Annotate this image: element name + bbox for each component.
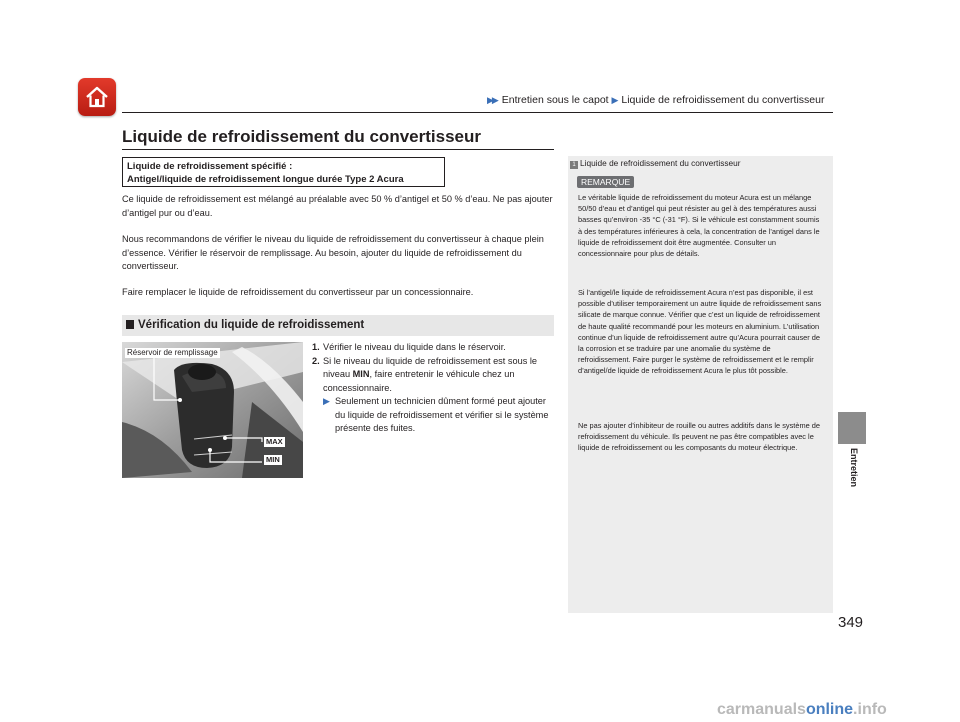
step-item [312, 341, 554, 355]
paragraph: Faire remplacer le liquide de refroidissement du convertisseur par un concessionnaire. [122, 287, 474, 297]
watermark-text: online [805, 701, 854, 718]
sidebar-paragraph: Le véritable liquide de refroidissement du moteur Acura est un mélange 50/50 d’eau et d’antigel qui peut résister au gel à des températures aussi basses qu’environ -35 °C (-31 °F). Si le véhicule est constamment soumis à des températures inférieures à cela, la concentration de l’antigel dans le liquide de refroidissement doit être augmentée. Consulter un concessionnaire pour plus de détails. [578, 193, 820, 259]
home-button[interactable] [78, 78, 116, 116]
section-header [122, 315, 554, 336]
reservoir-callout: Réservoir de remplissage [127, 348, 218, 357]
step-text: Si le niveau du liquide de refroidissement est sous le niveau [323, 355, 537, 379]
section-tab[interactable] [838, 412, 866, 444]
section-tab-label: Entretien [849, 448, 859, 488]
sidebar-title-text: Liquide de refroidissement du convertisseur [580, 158, 741, 168]
spec-box [122, 157, 445, 187]
step-emphasis: MIN [352, 369, 370, 379]
step-note [312, 395, 554, 436]
title-divider [122, 149, 554, 150]
step-text: , faire entretenir le véhicule chez un concessionnaire. [323, 369, 515, 393]
min-callout: MIN [266, 455, 280, 464]
paragraph: Ce liquide de refroidissement est mélangé au préalable avec 50 % d’antigel et 50 % d’eau. Ne pas ajouter d’antigel pur ou d’eau. [122, 194, 553, 218]
step-note-text: Seulement un technicien dûment formé peut ajouter du liquide de refroidissement et vérifier si le système présente des fuites. [335, 396, 549, 433]
max-callout: MAX [266, 437, 283, 446]
watermark-text: carmanuals [717, 701, 806, 718]
step-number: 2. [312, 355, 320, 366]
breadcrumb-item[interactable]: Entretien sous le capot [501, 94, 609, 106]
step-number: 1. [312, 342, 320, 352]
sidebar-paragraph: Ne pas ajouter d’inhibiteur de rouille ou autres additifs dans le système de refroidissement du véhicule. Ils peuvent ne pas être compatibles avec le liquide de refroidissement ou les composants du moteur électrique. [578, 421, 820, 453]
step-item [312, 355, 554, 396]
steps-list [312, 341, 554, 436]
arrow-icon: ▶ [611, 95, 617, 105]
square-bullet-icon [126, 320, 134, 329]
spec-line: Antigel/liquide de refroidissement longue durée Type 2 Acura [127, 174, 404, 185]
watermark [717, 701, 887, 719]
step-text: Vérifier le niveau du liquide dans le réservoir. [323, 342, 506, 352]
spec-line: Liquide de refroidissement spécifié : [127, 161, 293, 172]
reservoir-photo [122, 342, 303, 478]
arrow-icon: ▶ [323, 396, 330, 406]
note-badge: REMARQUE [577, 176, 634, 188]
reference-icon: 1 [570, 161, 578, 169]
page-title: Liquide de refroidissement du convertisseur [122, 127, 481, 146]
watermark-text: .info [853, 701, 887, 718]
page-number: 349 [838, 614, 864, 631]
breadcrumb [487, 94, 824, 106]
paragraph: Nous recommandons de vérifier le niveau du liquide de refroidissement du convertisseur à chaque plein d’essence. Vérifier le réservoir de remplissage. Au besoin, ajouter du liquide de refroidissement du convertisseur. [122, 234, 544, 271]
home-icon [84, 84, 110, 110]
breadcrumb-item[interactable]: Liquide de refroidissement du convertisseur [621, 94, 825, 106]
double-arrow-icon: ▶▶ [487, 95, 497, 105]
header-divider [122, 112, 833, 113]
sidebar-title [570, 158, 741, 169]
sidebar-paragraph: Si l’antigel/le liquide de refroidissement Acura n’est pas disponible, il est possible d’utiliser temporairement un autre liquide de refroidissement sans silicate de marque connue. Vérifier que c’est un liquide de refroidissement de haute qualité recommandé pour les moteurs en aluminium. L’utilisation continue d’un liquide de refroidissement autre qu’Acura pourrait causer de la corrosion et se traduire par une anomalie du système de refroidissement. Faire purger le système de refroidissement et le remplir d’antigel/de liquide de refroidissement Acura le plus tôt possible. [578, 288, 822, 376]
section-title: Vérification du liquide de refroidissement [138, 319, 365, 331]
